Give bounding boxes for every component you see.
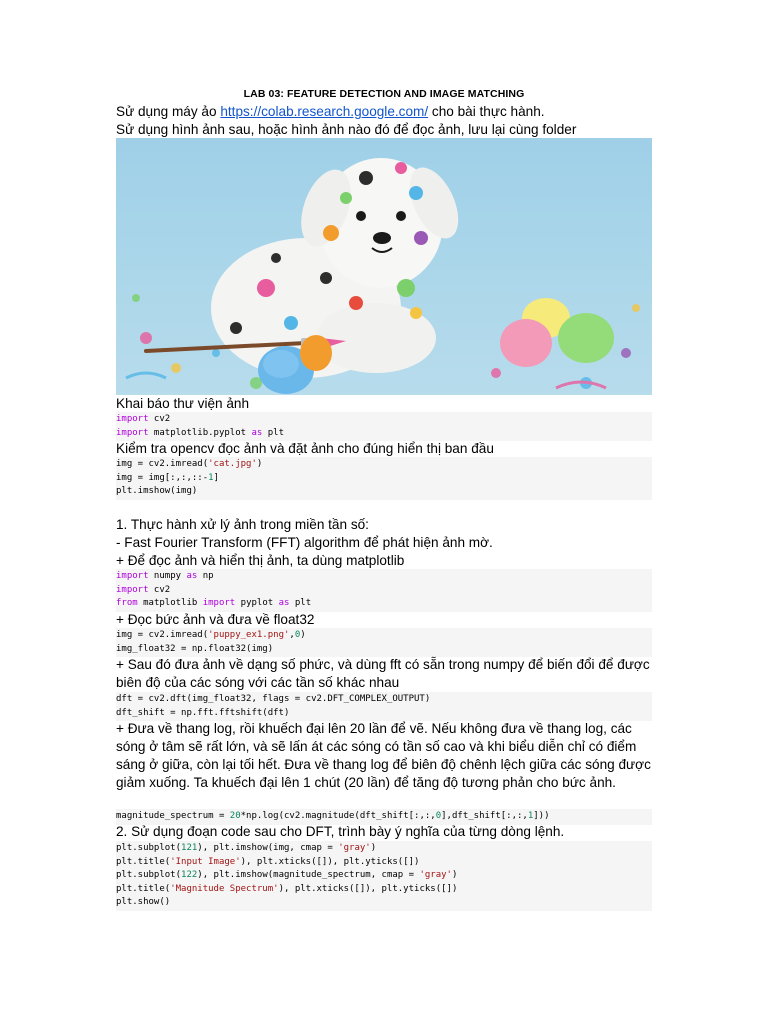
code-token: *np.log(cv2.magnitude(dft_shift[:,:, [240,811,436,821]
code-block-2 [116,457,652,500]
code-line [116,458,652,472]
code-block-4 [116,628,652,657]
intro-line-2: Sử dụng hình ảnh sau, hoặc hình ảnh nào đó để đọc ảnh, lưu lại cùng folder [116,122,577,137]
code-token: img = cv2.imread( [116,630,209,640]
code-line [116,707,652,721]
intro-suffix: cho bài thực hành. [428,104,545,119]
code-token: plt.title( [116,883,171,894]
code-token: ])) [533,811,550,821]
code-token: 'Input Image' [170,856,241,867]
dalmatian-puppy-photo [116,138,652,395]
code-line [116,570,652,584]
code-token: 1 [208,472,214,483]
code-token: 0 [294,630,301,640]
code-token: import [116,584,149,595]
code-token: 'puppy_ex1.png' [208,630,290,640]
code-token: as [278,598,290,609]
fft-line: - Fast Fourier Transform (FFT) algorithm để phát hiện ảnh mờ. [116,535,493,550]
code-line [116,413,652,427]
code-line [116,883,652,897]
code-line [116,485,652,499]
code-token: plt.title( [116,856,171,867]
code-token: import [116,427,149,438]
code-block-1 [116,412,652,441]
code-token: ) [451,870,458,881]
code-token: ), plt.imshow(magnitude_spectrum, cmap = [197,870,420,881]
code-token: dft = cv2.dft(img_float32, flags = cv2.DFT_COMPLEX_OUTPUT) [116,694,431,704]
code-line [116,427,652,441]
code-token: 'cat.jpg' [208,459,257,469]
code-block-7 [116,841,652,911]
code-token: img_float32 = np.float32(img) [116,643,274,654]
code-token: as [251,427,263,438]
code-token: np [197,571,214,581]
code-line [116,842,652,856]
code-token: 0 [435,811,442,821]
log-scale-paragraph: + Đưa về thang log, rồi khuếch đại lên 20 lần để vẽ. Nếu không đưa về thang log, các sóng ở tâm sẽ rất lớn, và sẽ lấn át các sóng có tần số cao và khi biểu diễn chỉ có điểm sáng ở giữa, còn lại tối hết. Đưa về thang log để biên độ chênh lệch giữa các sóng được giảm xuống. Ta khuếch đại lên 1 chút (20 lần) để tăng độ tương phản cho bức ảnh. [116,721,651,790]
section-read-label: Kiểm tra opencv đọc ảnh và đặt ảnh cho đúng hiển thị ban đầu [116,441,494,456]
code-token: numpy [148,571,187,581]
code-line [116,896,652,910]
code-token: dft_shift = np.fft.fftshift(dft) [116,707,290,718]
code-line [116,693,652,707]
code-token: , [289,630,295,640]
code-line [116,584,652,598]
code-line [116,810,652,824]
matplotlib-line: + Để đọc ảnh và hiển thị ảnh, ta dùng matplotlib [116,553,405,568]
code-token: ) [256,459,263,469]
code-token: matplotlib [137,598,203,609]
code-line [116,869,652,883]
code-token: pyplot [235,598,279,609]
code-token: plt.show() [116,897,171,908]
code-line [116,629,652,643]
code-token: img = cv2.imread( [116,459,209,469]
code-token: ), plt.imshow(img, cmap = [197,843,339,853]
code-token: cv2 [148,584,171,595]
section-2-heading: 2. Sử dụng đoạn code sau cho DFT, trình bày ý nghĩa của từng dòng lệnh. [116,824,565,839]
code-token: cv2 [148,414,171,424]
complex-fft-paragraph: + Sau đó đưa ảnh về dạng số phức, và dùng fft có sẵn trong numpy để biến đổi để được biên độ của các sóng với các tần số khác nhau [116,657,650,690]
code-token: 122 [181,870,198,881]
code-line [116,856,652,870]
code-line [116,597,652,611]
document-title: LAB 03: FEATURE DETECTION AND IMAGE MATCHING [243,88,525,100]
code-token: plt [262,427,284,438]
code-line [116,643,652,657]
code-token: as [186,571,198,581]
colab-link[interactable]: https://colab.research.google.com/ [220,104,429,119]
intro-prefix: Sử dụng máy ảo [116,104,221,119]
code-token: img = img[:,:,::- [116,472,209,483]
float32-label: + Đọc bức ảnh và đưa về float32 [116,612,315,627]
code-token: import [116,571,149,581]
code-token: ] [213,472,219,483]
code-token: 121 [181,843,198,853]
code-line [116,472,652,486]
code-token: import [202,598,236,609]
code-token: 'gray' [338,843,371,853]
code-token: from [116,598,138,609]
code-block-3 [116,569,652,612]
section-1-heading: 1. Thực hành xử lý ảnh trong miền tần số: [116,517,369,532]
section-import-label: Khai báo thư viện ảnh [116,396,250,411]
code-token: plt [289,598,312,609]
code-token: plt.subplot( [116,870,182,881]
code-token: 'Magnitude Spectrum' [170,883,279,894]
code-token: magnitude_spectrum = [116,811,230,821]
code-token: plt.subplot( [116,843,182,853]
code-token: ) [300,630,306,640]
code-token: ), plt.xticks([]), plt.yticks([]) [240,856,420,867]
code-token: 'gray' [419,870,452,881]
code-token: ) [370,843,377,853]
code-token: ), plt.xticks([]), plt.yticks([]) [278,883,458,894]
code-token: import [116,414,149,424]
code-token: plt.imshow(img) [116,486,198,497]
intro-line-1 [116,103,545,121]
code-token: matplotlib.pyplot [148,427,252,438]
code-token: 20 [229,811,241,821]
code-token: 1 [527,811,534,821]
code-block-5 [116,692,652,721]
code-token: ],dft_shift[:,:, [441,811,528,821]
